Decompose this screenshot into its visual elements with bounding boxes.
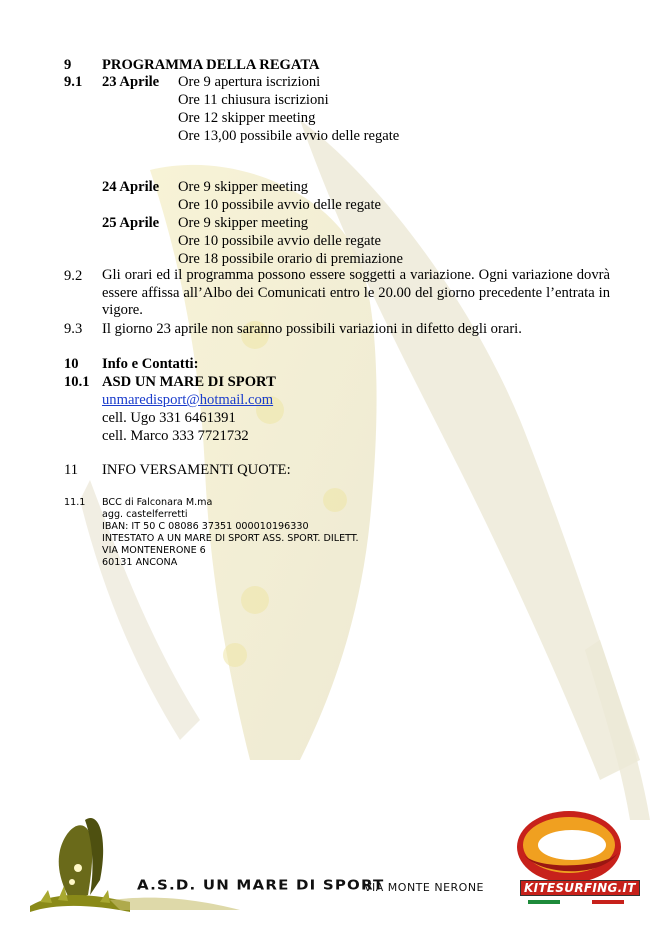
day-24-aprile-label: 24 Aprile [102,179,160,195]
day-25-aprile-label: 25 Aprile [102,215,160,231]
day-23-aprile-label: 23 Aprile [102,74,160,90]
section-10-number: 10 [64,356,79,372]
schedule-line: Ore 12 skipper meeting [178,110,316,126]
section-9-number: 9 [64,57,72,73]
bank-line: VIA MONTENERONE 6 [102,545,206,556]
bank-line: agg. castelferretti [102,509,188,520]
iban-line: IBAN: IT 50 C 08086 37351 000010196330 [102,521,309,532]
schedule-line: Ore 9 skipper meeting [178,215,309,231]
schedule-line: Ore 10 possibile avvio delle regate [178,197,382,213]
footer-address: VIA MONTE NERONE [364,881,484,894]
schedule-line: Ore 10 possibile avvio delle regate [178,233,382,249]
section-9-3-number: 9.3 [64,321,83,337]
phone-marco: cell. Marco 333 7721732 [102,428,249,444]
phone-ugo: cell. Ugo 331 6461391 [102,410,236,426]
bank-line: BCC di Falconara M.ma [102,497,213,508]
section-10-title: Info e Contatti: [102,356,199,372]
section-11-title: INFO VERSAMENTI QUOTE: [102,462,291,478]
org-name: ASD UN MARE DI SPORT [102,374,276,390]
email-link[interactable]: unmaredisport@hotmail.com [102,392,274,408]
section-11-number: 11 [64,462,79,478]
section-10-1-number: 10.1 [64,374,90,390]
bank-line: INTESTATO A UN MARE DI SPORT ASS. SPORT. DILETT. [102,533,359,544]
section-9-title: PROGRAMMA DELLA REGATA [102,57,320,73]
section-9-2-number: 9.2 [64,268,83,284]
section-9-3-text: Il giorno 23 aprile non saranno possibili variazioni in difetto degli orari. [102,321,522,337]
schedule-line: Ore 13,00 possibile avvio delle regate [178,128,400,144]
section-9-2-text: Gli orari ed il programma possono essere soggetti a variazione. Ogni variazione dovrà essere affissa all’Albo dei Comunicati entro le 20.00 del giorno precedente l’entrata in vigore. [102,267,610,318]
schedule-line: Ore 18 possibile orario di premiazione [178,251,403,267]
schedule-line: Ore 9 skipper meeting [178,179,309,195]
schedule-line: Ore 11 chiusura iscrizioni [178,92,329,108]
section-9-1-number: 9.1 [64,74,83,90]
kitesurfing-logo-text: KITESURFING.IT [520,880,640,896]
bank-line: 60131 ANCONA [102,557,178,568]
italian-flag-stripe [528,900,624,904]
section-11-1-number: 11.1 [64,497,86,508]
schedule-line: Ore 9 apertura iscrizioni [178,74,321,90]
footer-brand: A.S.D. UN MARE DI SPORT [137,876,385,894]
